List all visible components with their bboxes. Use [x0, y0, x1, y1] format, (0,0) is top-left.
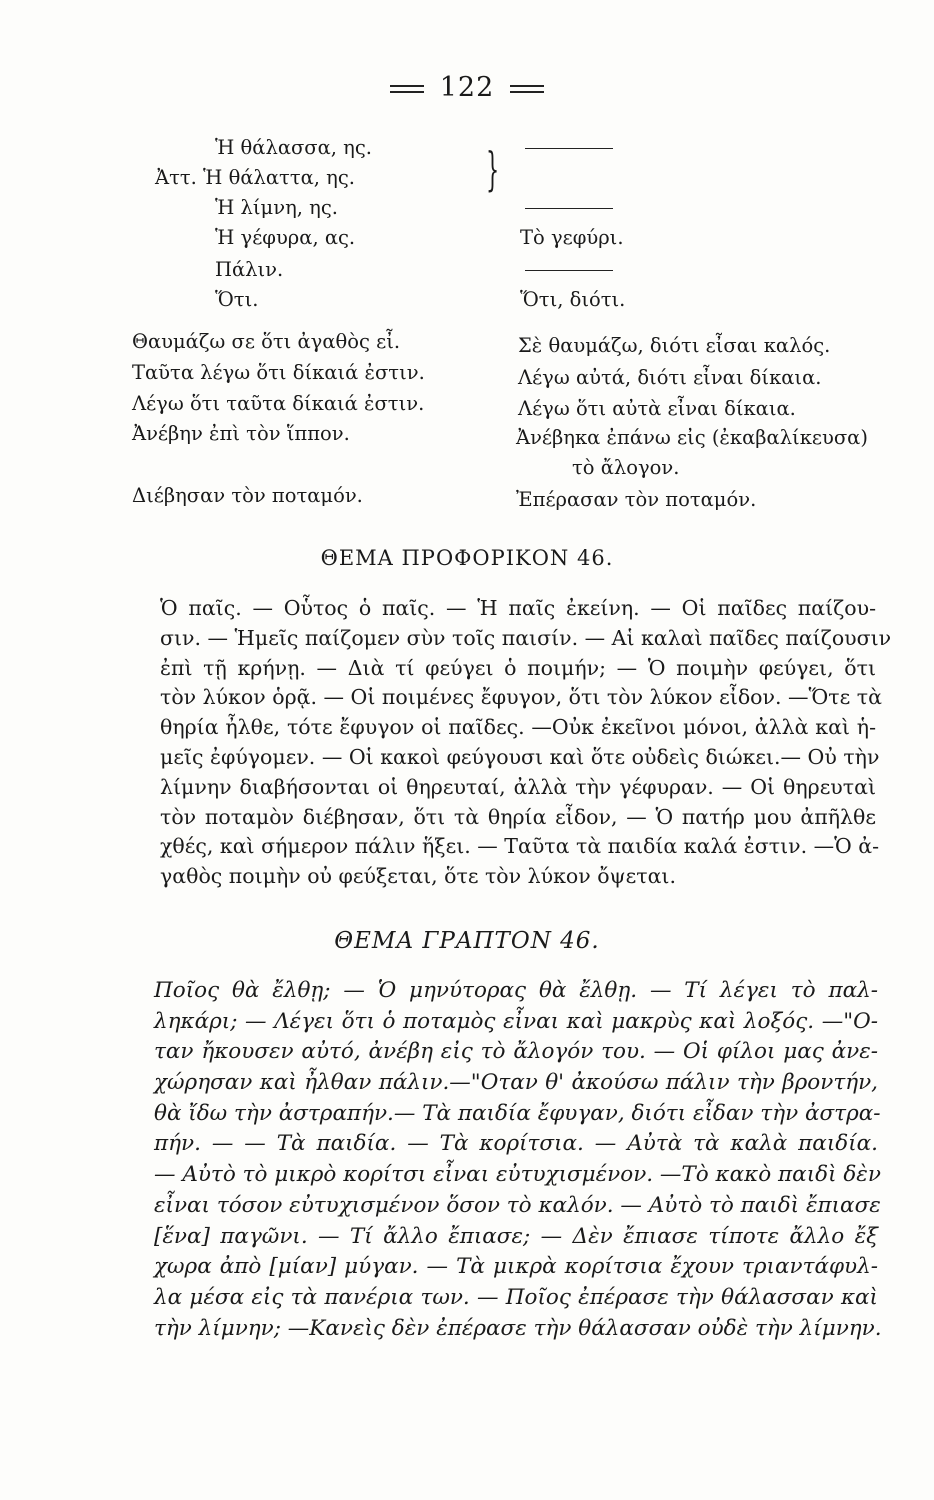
vocab-left-5: Ὅτι.	[215, 288, 259, 311]
page-number	[0, 72, 934, 103]
text-line: λίμνην διαβήσονται οἱ θηρευταί, ἀλλὰ τὴν γέφυραν. — Οἱ θηρευταὶ	[160, 774, 876, 799]
vocab-left-0: Ἡ θάλασσα, ης.	[215, 136, 372, 159]
text-line: τὴν λίμνην; —Κανεὶς δὲν ἐπέρασε τὴν θάλασσαν οὐδὲ τὴν λίμνην.	[154, 1315, 882, 1341]
vocab-right-3: Τὸ γεφύρι.	[520, 226, 624, 249]
text-line: εἶναι τόσον εὐτυχισμένον ὅσον τὸ καλόν. — Αὐτὸ τὸ παιδὶ ἔπιασε	[154, 1192, 881, 1218]
vocab-left-9: Ἀνέβην ἐπὶ τὸν ἵππον.	[132, 422, 350, 445]
text-line: — Αὐτὸ τὸ μικρὸ κορίτσι εἶναι εὐτυχισμένον. —Τὸ κακὸ παιδὶ δὲν	[154, 1162, 881, 1188]
text-line: [ἕνα] παγῶνι. — Τί ἄλλο ἔπιασε; — Δὲν ἔπιασε τίποτε ἄλλο ἔξ	[154, 1223, 878, 1249]
vocab-left-7: Ταῦτα λέγω ὅτι δίκαιά ἐστιν.	[132, 361, 425, 384]
vocab-left-8: Λέγω ὅτι ταῦτα δίκαιά ἐστιν.	[132, 392, 425, 415]
text-line: Ὁ παῖς. — Οὗτος ὁ παῖς. — Ἡ παῖς ἐκείνη. — Οἱ παῖδες παίζου-	[160, 596, 876, 620]
oral-exercise-text	[160, 594, 892, 892]
vocab-left-4: Πάλιν.	[215, 258, 284, 281]
text-line: λα μέσα εἰς τὰ πανέρια των. — Ποῖος ἐπέρασε τὴν θάλασσαν καὶ	[154, 1284, 878, 1310]
oral-exercise-heading: ΘΕΜΑ ΠΡΟΦΟΡΙΚΟΝ 46.	[320, 546, 614, 570]
vocab-left-11: Διέβησαν τὸν ποταμόν.	[132, 484, 363, 507]
vocab-right-0	[525, 136, 934, 159]
text-line: γαθὸς ποιμὴν οὐ φεύξεται, ὅτε τὸν λύκον ὄψεται.	[160, 864, 676, 889]
vocab-left-6: Θαυμάζω σε ὅτι ἀγαθὸς εἶ.	[132, 330, 401, 353]
text-line: ληκάρι; — Λέγει ὅτι ὁ ποταμὸς εἶναι καὶ μακρὺς καὶ λοξός. —"Ο-	[154, 1008, 878, 1034]
text-line: ταν ἤκουσεν αὐτό, ἀνέβη εἰς τὸ ἄλογόν του. — Οἱ φίλοι μας ἀνε-	[154, 1039, 878, 1065]
vocab-right-9: Ἀνέβηκα ἐπάνω εἰς (ἐκαβαλίκευσα)	[516, 426, 868, 449]
vocab-right-8: Λέγω ὅτι αὐτὰ εἶναι δίκαια.	[518, 397, 796, 420]
text-line: τὸν ποταμὸν διέβησαν, ὅτι τὰ θηρία εἶδον, — Ὁ πατήρ μου ἀπῆλθε	[160, 804, 876, 829]
text-line: θηρία ἦλθε, τότε ἔφυγον οἱ παῖδες. —Οὐκ ἐκεῖνοι μόνοι, ἀλλὰ καὶ ἡ-	[160, 715, 876, 740]
vocab-dash	[525, 208, 613, 209]
vocab-left-1: Ἀττ. Ἡ θάλαττα, ης.	[155, 166, 355, 189]
text-line: πήν. — — Τὰ παιδία. — Τὰ κορίτσια. — Αὐτὰ τὰ καλὰ παιδία.	[154, 1131, 878, 1157]
text-line: θὰ ἴδω τὴν ἀστραπήν.— Τὰ παιδία ἔφυγαν, διότι εἶδαν τὴν ἀστρα-	[154, 1100, 881, 1126]
page-number-text: 122	[439, 72, 495, 103]
vocab-right-11: Ἐπέρασαν τὸν ποταμόν.	[516, 488, 757, 511]
written-exercise-heading: ΘΕΜΑ ΓΡΑΠΤΟΝ 46.	[334, 928, 600, 954]
brace-symbol: }	[486, 142, 500, 196]
text-line: σιν. — Ἡμεῖς παίζομεν σὺν τοῖς παισίν. — Αἱ καλαὶ παῖδες παίζουσιν	[160, 625, 892, 650]
vocab-right-6: Σὲ θαυμάζω, διότι εἶσαι καλός.	[518, 334, 831, 357]
text-line: χθές, καὶ σήμερον πάλιν ἥξει. — Ταῦτα τὰ παιδία καλά ἐστιν. —Ὁ ἀ-	[160, 834, 880, 859]
vocab-left-2: Ἡ λίμνη, ης.	[215, 196, 338, 219]
text-line: Ποῖος θὰ ἔλθῃ; — Ὁ μηνύτορας θὰ ἔλθῃ. — Τί λέγει τὸ παλ-	[154, 978, 878, 1003]
left-ornament	[390, 85, 424, 93]
text-line: τὸν λύκον ὁρᾷ. — Οἱ ποιμένες ἔφυγον, ὅτι τὸν λύκον εἶδον. —Ὅτε τὰ	[160, 685, 882, 710]
text-line: χωρα ἀπὸ [μίαν] μύγαν. — Τὰ μικρὰ κορίτσια ἔχουν τριαντάφυλ-	[154, 1254, 878, 1280]
vocab-left-3: Ἡ γέφυρα, ας.	[215, 226, 356, 249]
written-exercise-text	[154, 976, 882, 1344]
vocab-right-7: Λέγω αὐτά, διότι εἶναι δίκαια.	[518, 366, 822, 389]
vocab-right-4	[525, 258, 934, 281]
text-line: μεῖς ἐφύγομεν. — Οἱ κακοὶ φεύγουσι καὶ ὅτε οὐδεὶς διώκει.— Οὐ τὴν	[160, 744, 880, 769]
right-ornament	[510, 85, 544, 93]
text-line: χώρησαν καὶ ἦλθαν πάλιν.—"Οταν θ' ἀκούσω πάλιν τὴν βροντήν,	[154, 1070, 878, 1096]
text-line: ἐπὶ τῇ κρήνῃ. — Διὰ τί φεύγει ὁ ποιμήν; — Ὁ ποιμὴν φεύγει, ὅτι	[160, 655, 876, 680]
vocab-dash	[525, 148, 613, 149]
vocab-right-5: Ὅτι, διότι.	[520, 288, 626, 311]
vocab-right-2	[525, 196, 934, 219]
vocab-right-10: τὸ ἄλογον.	[572, 456, 680, 479]
vocab-dash	[525, 270, 613, 271]
